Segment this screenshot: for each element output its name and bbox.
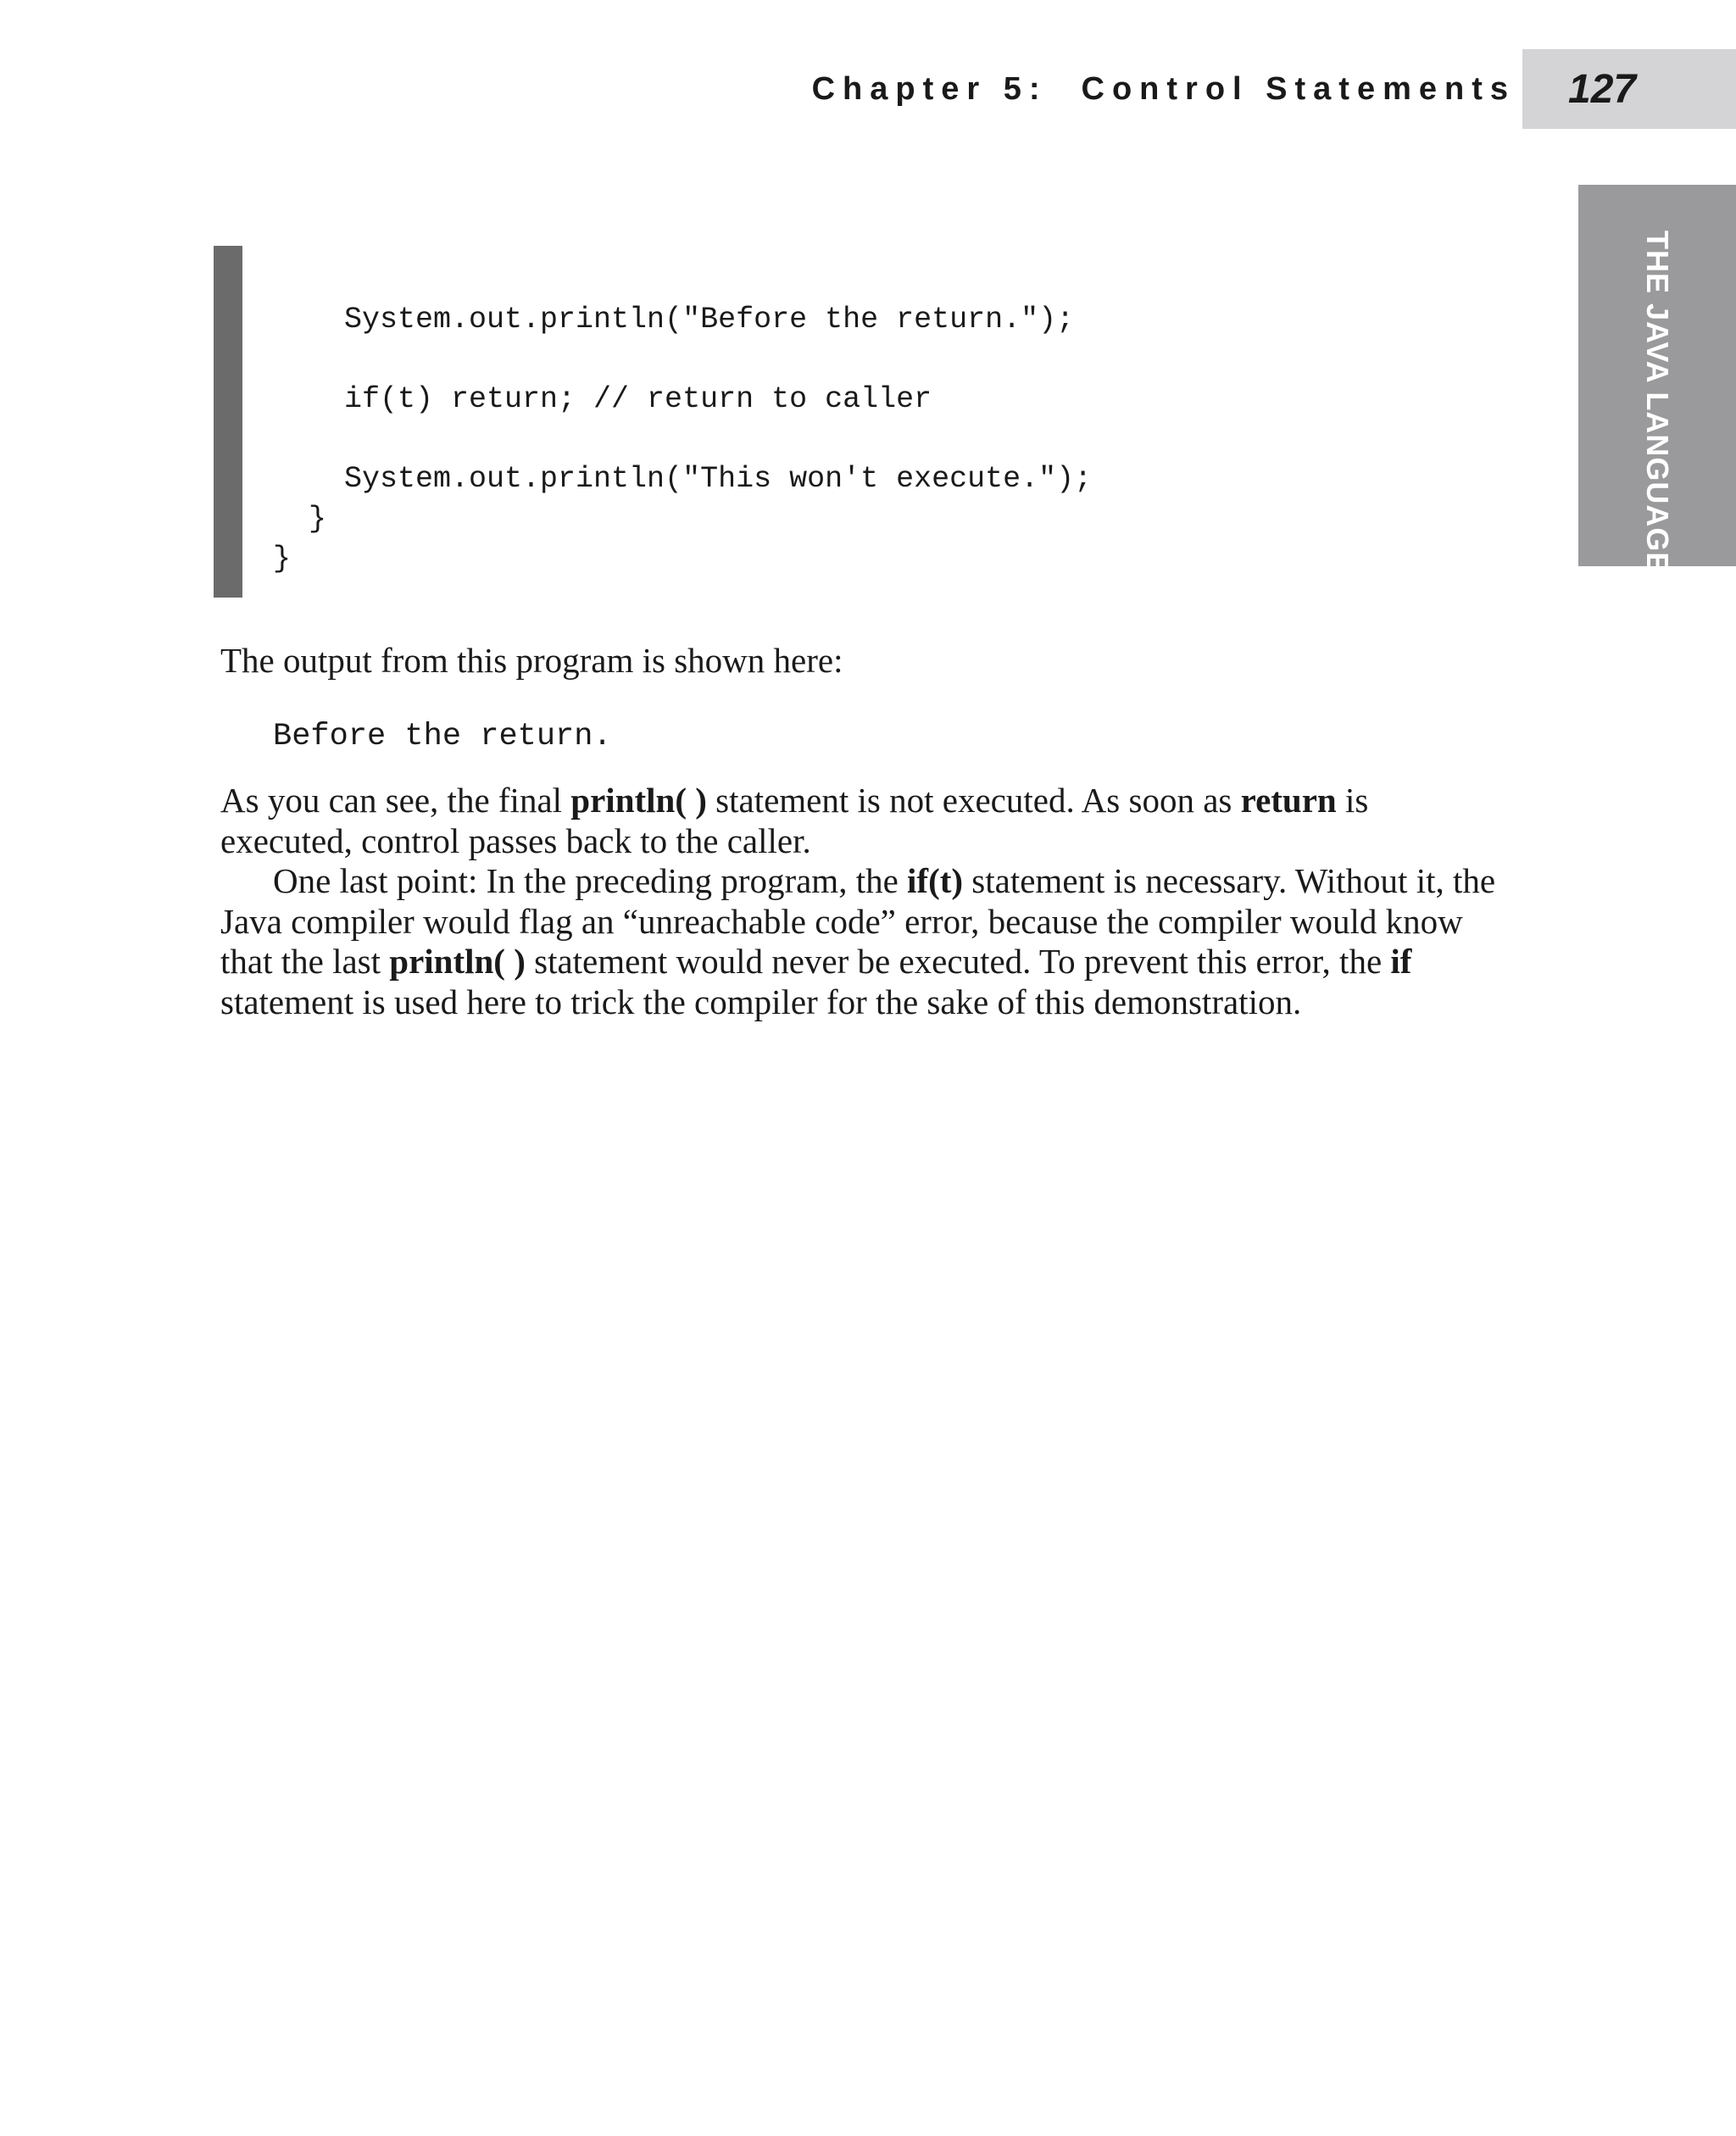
running-header <box>812 71 1516 108</box>
code-line: System.out.println("Before the return."); <box>344 303 1075 337</box>
code-listing-bar <box>214 246 242 598</box>
section-side-tab <box>1578 185 1736 574</box>
code-term: if(t) <box>907 861 964 900</box>
page-number-tab <box>1522 49 1736 129</box>
text-run: statement would never be executed. To prevent this error, the <box>525 942 1391 981</box>
text-run: statement is not executed. As soon as <box>706 781 1241 820</box>
section-label: THE JAVA LANGUAGE <box>1640 231 1675 574</box>
text-run: As you can see, the final <box>220 781 571 820</box>
chapter-title: Control Statements <box>1081 71 1516 107</box>
text-run: is executed, control passes back to the caller. <box>220 781 1369 860</box>
text-run: statement is used here to trick the compiler for the sake of this demonstration. <box>220 982 1302 1021</box>
page-number: 127 <box>1568 66 1637 112</box>
intro-paragraph: The output from this program is shown here: <box>220 641 843 680</box>
code-line: if(t) return; // return to caller <box>344 382 932 416</box>
chapter-label: Chapter 5: <box>811 71 1048 107</box>
explanation-text <box>220 781 1509 1022</box>
text-run: statement is necessary. Without it, the Java compiler would flag an “unreachable code” error, because the compiler would know that the last <box>220 861 1496 981</box>
code-line: } <box>273 542 292 576</box>
code-term: return <box>1240 781 1337 820</box>
paragraph-2 <box>220 861 1509 1022</box>
code-term: println( ) <box>570 781 707 820</box>
code-line: System.out.println("This won't execute."); <box>344 462 1093 496</box>
code-line: } <box>309 502 327 536</box>
code-term: println( ) <box>389 942 526 981</box>
output-intro <box>220 641 1509 681</box>
text-run: One last point: In the preceding program, the <box>273 861 908 900</box>
code-term: if <box>1390 942 1412 981</box>
paragraph-1 <box>220 781 1509 861</box>
program-output: Before the return. <box>273 719 612 754</box>
